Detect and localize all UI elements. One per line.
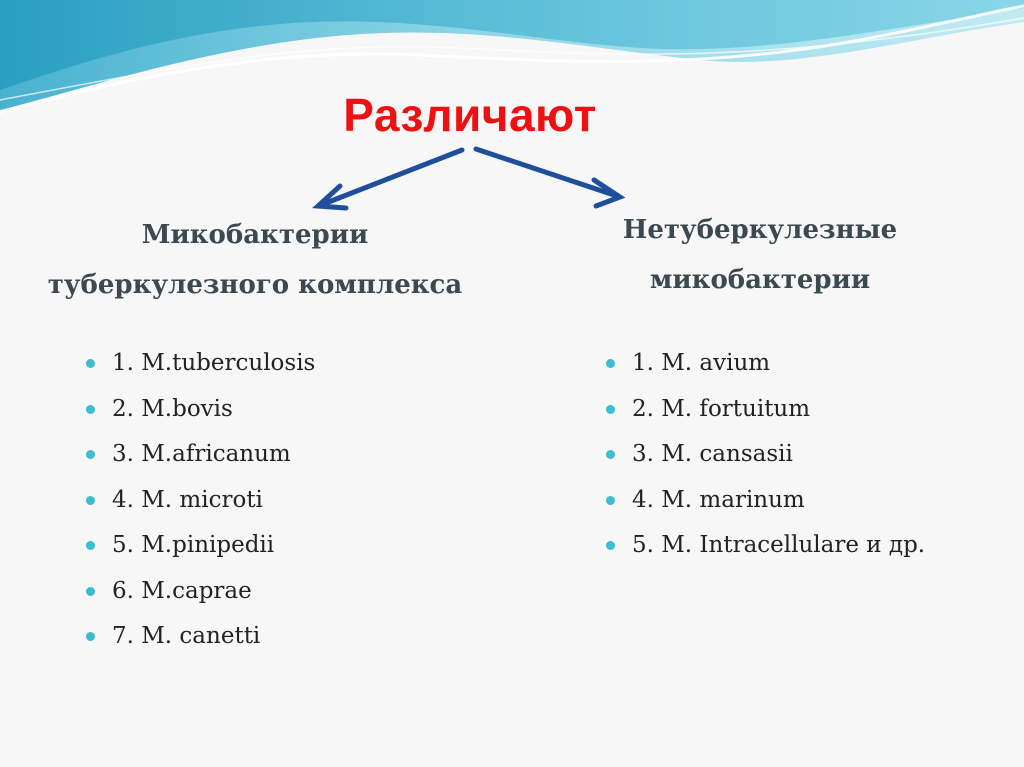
- list-item-text: 5. M. Intracellulare и др.: [632, 532, 926, 558]
- list-item: [606, 478, 925, 524]
- list-item: [86, 478, 315, 524]
- list-item: [86, 341, 315, 387]
- list-item: [606, 432, 925, 478]
- bullet-icon: [86, 632, 95, 641]
- bullet-icon: [86, 405, 95, 414]
- list-item-text: 6. M.caprae: [112, 577, 252, 604]
- bullet-icon: [86, 587, 95, 596]
- tuberculosis-complex-heading: [20, 210, 490, 310]
- bullet-icon: [86, 496, 95, 505]
- list-item-text: 2. M.bovis: [112, 395, 233, 422]
- bullet-icon: [86, 541, 95, 550]
- list-item-text: 4. M. marinum: [632, 486, 805, 513]
- list-item-text: 2. M. fortuitum: [632, 395, 811, 422]
- list-item: [86, 387, 315, 433]
- list-item-text: 1. M. avium: [632, 350, 771, 376]
- tuberculosis-complex-list: [86, 341, 315, 660]
- list-item: [86, 569, 315, 615]
- list-item: [606, 523, 925, 569]
- list-item-text: 3. M.africanum: [112, 441, 291, 467]
- list-item: [606, 341, 925, 387]
- heading-line: Микобактерии: [141, 220, 369, 250]
- list-item-text: 3. M. cansasii: [632, 441, 793, 467]
- slide-title: Различают: [343, 89, 597, 141]
- bullet-icon: [606, 450, 615, 459]
- list-item: [86, 523, 315, 569]
- list-item-text: 4. M. microti: [112, 486, 263, 513]
- bullet-icon: [606, 496, 615, 505]
- bullet-icon: [86, 450, 95, 459]
- nontuberculous-list: [606, 341, 925, 569]
- list-item: [86, 614, 315, 660]
- list-item-text: 7. M. canetti: [112, 623, 261, 649]
- list-item-text: 5. M.pinipedii: [112, 532, 275, 558]
- heading-line: Нетуберкулезные: [622, 215, 898, 245]
- heading-line: микобактерии: [649, 265, 871, 295]
- list-item-text: 1. M.tuberculosis: [112, 350, 316, 376]
- list-item: [86, 432, 315, 478]
- list-item: [606, 387, 925, 433]
- heading-line: туберкулезного комплекса: [47, 270, 463, 300]
- bullet-icon: [606, 359, 615, 368]
- bullet-icon: [606, 405, 615, 414]
- bullet-icon: [606, 541, 615, 550]
- bullet-icon: [86, 359, 95, 368]
- nontuberculous-heading: [580, 205, 940, 305]
